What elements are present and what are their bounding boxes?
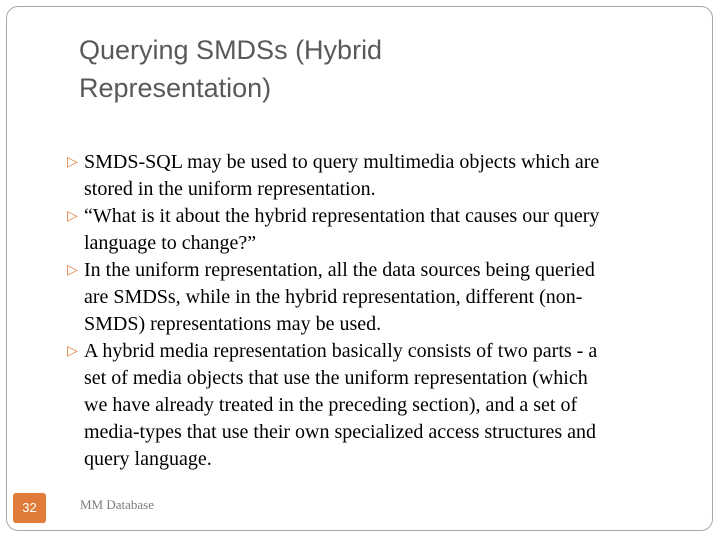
triangle-bullet-icon: ▷ — [67, 155, 78, 170]
bullet-text-line: we have already treated in the preceding section), and a set of — [84, 394, 578, 416]
bullet-text-line: In the uniform representation, all the data sources being queried — [84, 259, 595, 281]
bullet-text-line: stored in the uniform representation. — [84, 178, 376, 200]
triangle-bullet-icon: ▷ — [67, 263, 78, 278]
slide-title-line: Querying SMDSs (Hybrid — [79, 35, 383, 65]
bullet-text-line: SMDS-SQL may be used to query multimedia objects which are — [84, 151, 600, 173]
bullet-text-line: “What is it about the hybrid representation that causes our query — [84, 205, 600, 227]
bullet-text-line: media-types that use their own specialized access structures and — [84, 421, 597, 443]
bullet-item — [67, 338, 667, 473]
bullet-text-line: query language. — [84, 448, 212, 470]
bullet-item — [67, 149, 667, 203]
bullet-text-line: language to change?” — [84, 232, 257, 254]
footer-text: MM Database — [80, 497, 155, 512]
bullet-text-line: SMDS) representations may be used. — [84, 313, 382, 335]
bullet-item — [67, 257, 667, 338]
triangle-bullet-icon: ▷ — [67, 209, 78, 224]
slide-title-line: Representation) — [79, 73, 272, 103]
bullet-text-line: A hybrid media representation basically consists of two parts - a — [84, 340, 598, 362]
page-number-badge: 32 — [13, 493, 46, 523]
bullet-list — [67, 149, 667, 473]
triangle-bullet-icon: ▷ — [67, 344, 78, 359]
bullet-text-line: are SMDSs, while in the hybrid representation, different (non- — [84, 286, 583, 308]
bullet-item — [67, 203, 667, 257]
slide-title — [79, 31, 639, 107]
bullet-text-line: set of media objects that use the uniform representation (which — [84, 367, 588, 389]
